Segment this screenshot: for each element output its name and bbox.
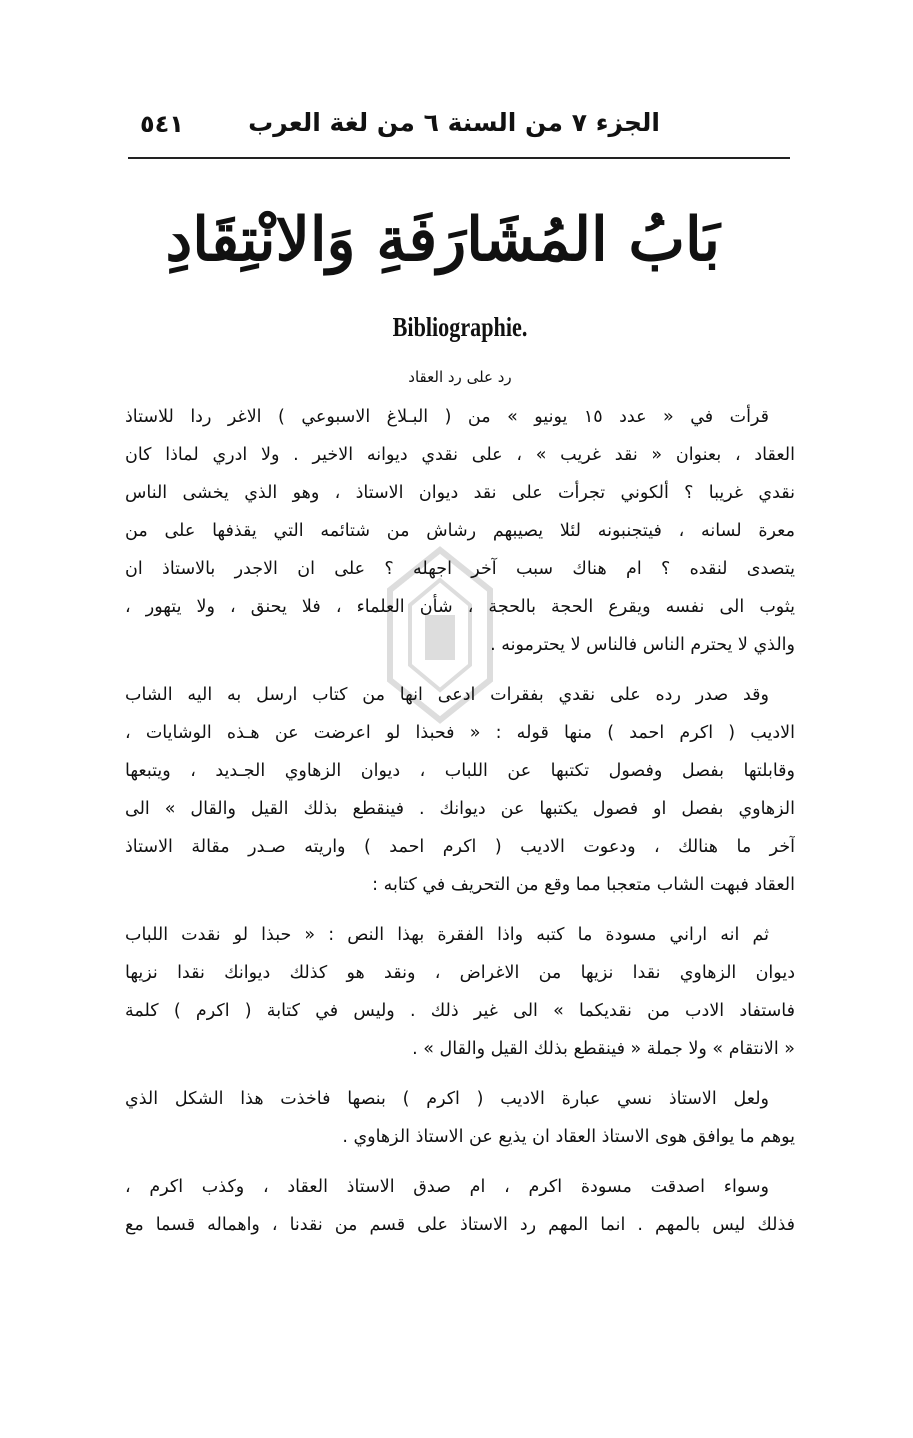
text-line: نقدي غريبا ؟ ألكوني تجرأت على نقد ديوان الاستاذ ، وهو الذي يخشى الناس	[125, 483, 795, 503]
text-line: « الانتقام » ولا جملة « فينقطع بذلك القيل والقال » .	[412, 1039, 795, 1059]
paragraph	[125, 1080, 795, 1156]
text-line: الزهاوي بفصل او فصول يكتبها عن ديوانك . فينقطع بذلك القيل والقال » الى	[125, 799, 795, 819]
text-line: وقد صدر رده على نقدي بفقرات ادعى انها من كتاب ارسل به اليه الشاب	[125, 685, 769, 705]
paragraph	[125, 398, 795, 664]
text-line: يوهم ما يوافق هوى الاستاذ العقاد ان يذيع عن الاستاذ الزهاوي .	[342, 1127, 795, 1147]
text-line: ثم انه اراني مسودة ما كتبه واذا الفقرة بهذا النص : « حبذا لو نقدت اللباب	[125, 925, 769, 945]
paragraph	[125, 916, 795, 1068]
article-subtitle: رد على رد العقاد	[408, 368, 512, 386]
text-line: ولعل الاستاذ نسي عبارة الاديب ( اكرم ) بنصها فاخذت هذا الشكل الذي	[125, 1089, 769, 1109]
text-line: فذلك ليس بالمهم . انما المهم رد الاستاذ على قسم من نقدنا ، واهماله قسما مع	[125, 1215, 795, 1235]
text-line: معرة لسانه ، فيتجنبونه لئلا يصيبهم رشاش من شتائمه التي يقذفها على من	[125, 521, 795, 541]
text-line: قرأت في « عدد ١٥ يونيو » من ( البـلاغ الاسبوعي ) الاغر ردا للاستاذ	[125, 407, 769, 427]
text-line: ديوان الزهاوي نقدا نزيها من الاغراض ، ونقد هو كذلك ديوانك نقدا نزيها	[125, 963, 795, 983]
text-line: وسواء اصدقت مسودة اكرم ، ام صدق الاستاذ العقاد ، وكذب اكرم ،	[125, 1177, 769, 1197]
text-line: يثوب الى نفسه ويقرع الحجة بالحجة ، شأن العلماء ، فلا يحنق ، ولا يتهور ،	[125, 597, 795, 617]
running-header	[140, 108, 660, 148]
text-line: الاديب ( اكرم احمد ) منها قوله : « فحبذا لو اعرضت عن هـذه الوشايات ،	[125, 723, 795, 743]
page-number: ٥٤١	[140, 110, 184, 138]
text-line: العقاد فبهت الشاب متعجبا مما وقع من التحريف في كتابه :	[372, 875, 795, 895]
section-title: بَابُ المُشَارَفَةِ وَالانْتِقَادِ	[165, 205, 720, 275]
header-rule	[128, 157, 790, 159]
article-body	[125, 398, 795, 1244]
header-title: الجزء ٧ من السنة ٦ من لغة العرب	[248, 108, 660, 137]
text-line: آخر ما هنالك ، ودعوت الاديب ( اكرم احمد ) واريته صـدر مقالة الاستاذ	[125, 837, 795, 857]
text-line: العقاد ، بعنوان « نقد غريب » ، على نقدي ديوانه الاخير . ولا ادري لماذا كان	[125, 445, 795, 465]
text-line: يتصدى لنقده ؟ ام هناك سبب آخر اجهله ؟ على ان الاجدر بالاستاذ ان	[125, 559, 795, 579]
text-line: فاستفاد الادب من نقديكما » الى غير ذلك . وليس في كتابة ( اكرم ) كلمة	[125, 1001, 795, 1021]
text-line: وقابلتها بفصل وفصول تكتبها عن اللباب ، ديوان الزهاوي الجـديد ، ويتبعها	[125, 761, 795, 781]
paragraph	[125, 676, 795, 904]
french-section-title: Bibliographie.	[392, 312, 528, 342]
text-line: والذي لا يحترم الناس فالناس لا يحترمونه .	[490, 635, 795, 655]
paragraph	[125, 1168, 795, 1244]
